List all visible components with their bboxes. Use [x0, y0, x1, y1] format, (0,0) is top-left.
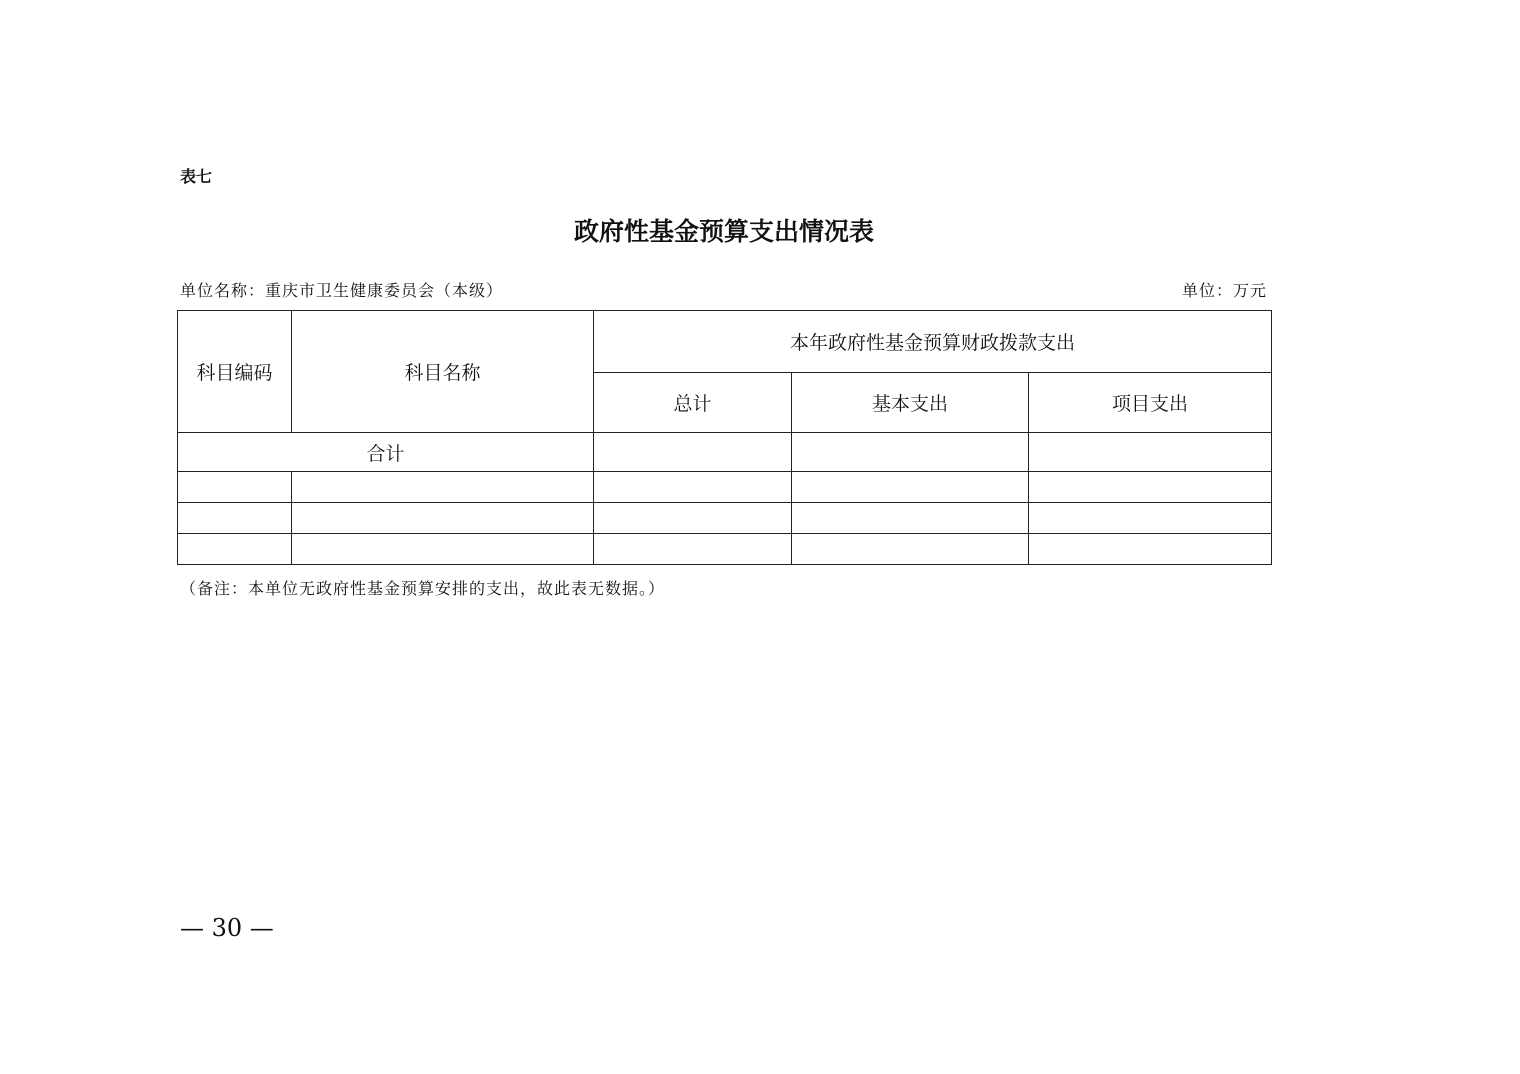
row-basic	[792, 503, 1029, 534]
header-subject-name: 科目名称	[292, 311, 594, 433]
row-name	[292, 534, 594, 565]
table-total-row	[178, 433, 1272, 472]
total-row-basic	[792, 433, 1029, 472]
row-total	[594, 472, 792, 503]
document-title: 政府性基金预算支出情况表	[573, 217, 874, 246]
page-number: — 30 —	[180, 914, 274, 942]
total-row-label: 合计	[178, 433, 594, 472]
row-name	[292, 472, 594, 503]
fund-expenditure-table	[177, 310, 1272, 565]
total-row-project	[1029, 433, 1272, 472]
total-row-total	[594, 433, 792, 472]
row-code	[178, 503, 292, 534]
header-group-expenditure: 本年政府性基金预算财政拨款支出	[594, 311, 1272, 373]
currency-unit-label: 单位：万元	[1182, 281, 1268, 300]
row-total	[594, 534, 792, 565]
row-code	[178, 472, 292, 503]
table-row	[178, 534, 1272, 565]
row-total	[594, 503, 792, 534]
row-project	[1029, 472, 1272, 503]
unit-name-label: 单位名称：重庆市卫生健康委员会（本级）	[180, 281, 504, 300]
row-code	[178, 534, 292, 565]
header-basic-expenditure: 基本支出	[792, 373, 1029, 433]
table-row	[178, 472, 1272, 503]
table-header-row-1	[178, 311, 1272, 373]
header-project-expenditure: 项目支出	[1029, 373, 1272, 433]
table-number-label: 表七	[180, 167, 213, 186]
row-name	[292, 503, 594, 534]
table-remark: （备注：本单位无政府性基金预算安排的支出，故此表无数据。）	[180, 579, 666, 598]
row-project	[1029, 503, 1272, 534]
header-subject-code: 科目编码	[178, 311, 292, 433]
row-basic	[792, 472, 1029, 503]
table-row	[178, 503, 1272, 534]
header-total: 总计	[594, 373, 792, 433]
row-basic	[792, 534, 1029, 565]
row-project	[1029, 534, 1272, 565]
